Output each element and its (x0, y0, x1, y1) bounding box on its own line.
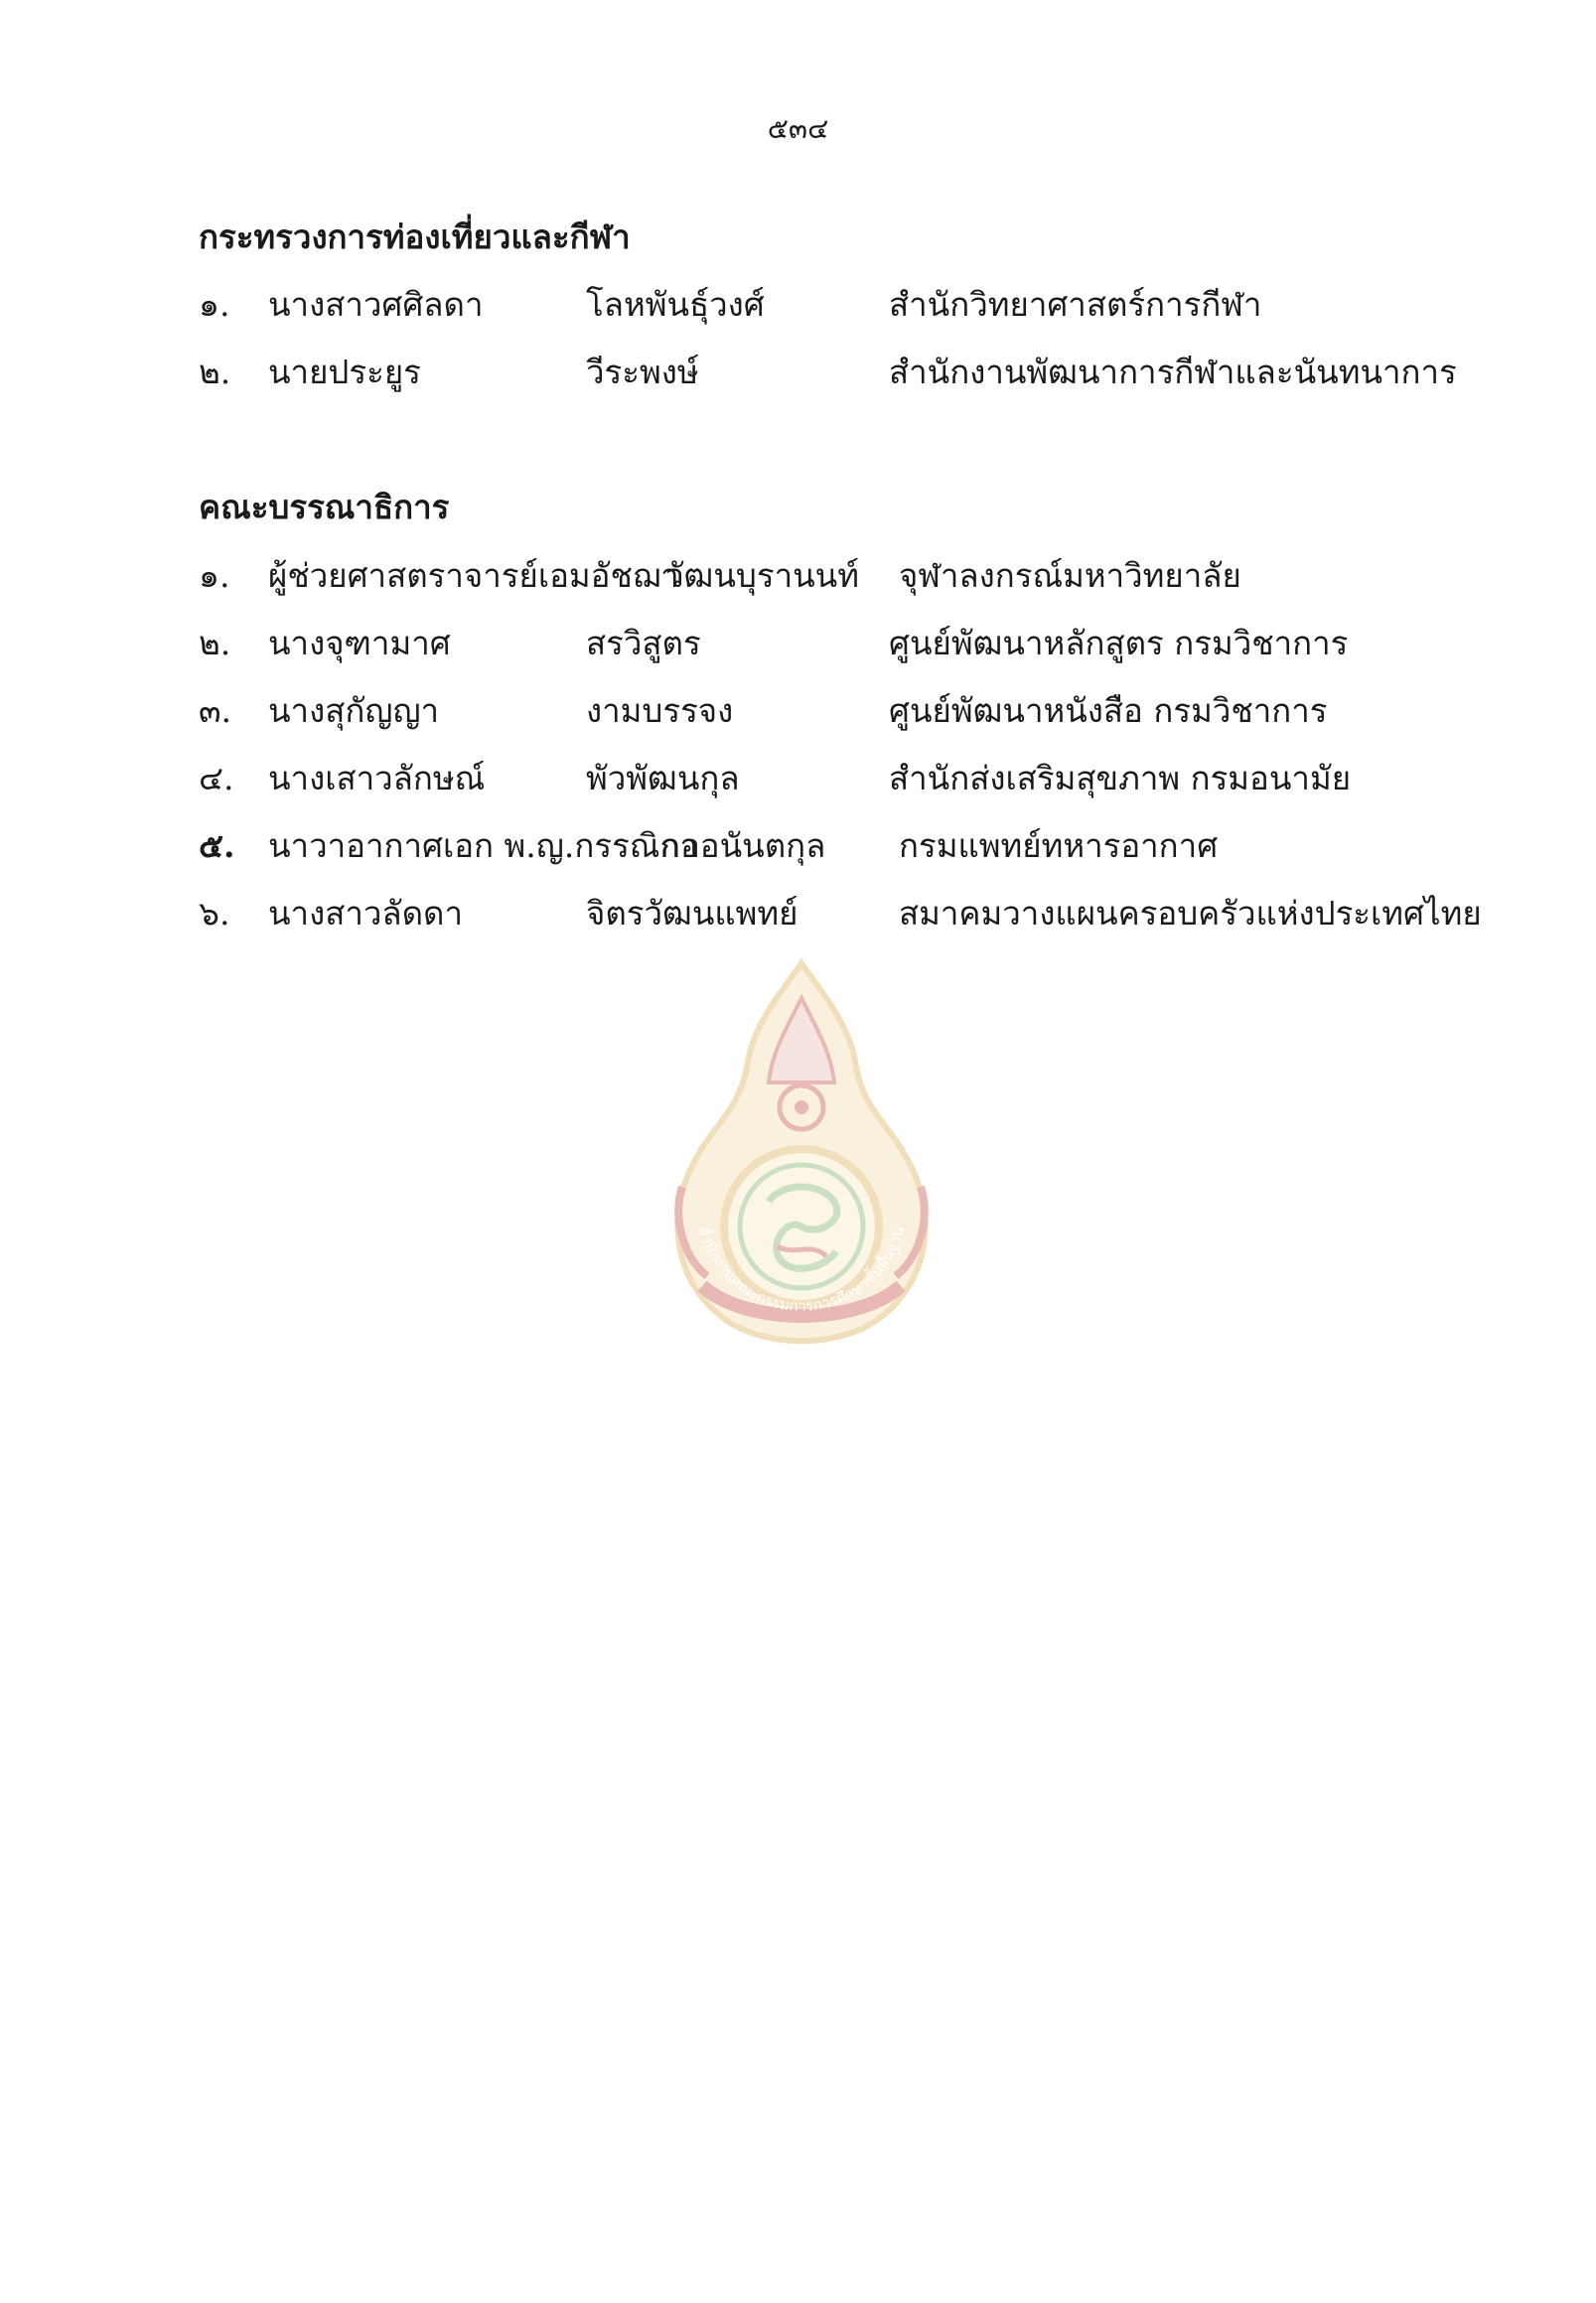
member-organization: จุฬาลงกรณ์มหาวิทยาลัย (899, 556, 1241, 595)
section-title-editorial-board: คณะบรรณาธิการ (199, 488, 450, 526)
member-organization: สำนักวิทยาศาสตร์การกีฬา (889, 285, 1262, 324)
member-first-name: นางสุกัญญา (268, 691, 440, 730)
member-first-name: นางสาวศศิลดา (268, 285, 484, 324)
item-number: ๔. (199, 759, 234, 797)
section-title-tourism-sports: กระทรวงการท่องเที่ยวและกีฬา (199, 217, 631, 256)
member-first-name: นาวาอากาศเอก พ.ญ.กรรณิกา (268, 826, 698, 865)
member-organization: สมาคมวางแผนครอบครัวแห่งประเทศไทย (899, 894, 1482, 933)
member-last-name: จิตรวัฒนแพทย์ (586, 894, 798, 933)
member-first-name: ผู้ช่วยศาสตราจารย์เอมอัชฌา (268, 556, 679, 595)
item-number: ๒. (199, 624, 231, 662)
member-last-name: วีระพงษ์ (586, 353, 699, 391)
page-number: ๕๓๔ (767, 112, 829, 145)
member-organization: กรมแพทย์ทหารอากาศ (899, 826, 1219, 865)
item-number: ๑. (199, 556, 230, 595)
item-number: ๓. (199, 691, 232, 730)
member-organization: ศูนย์พัฒนาหลักสูตร กรมวิชาการ (889, 624, 1349, 662)
member-organization: สำนักส่งเสริมสุขภาพ กรมอนามัย (889, 759, 1352, 797)
item-number: ๑. (199, 285, 230, 324)
item-number: ๒. (199, 353, 231, 391)
member-last-name: โลหพันธุ์วงศ์ (586, 285, 765, 324)
member-first-name: นายประยูร (268, 353, 421, 391)
member-last-name: วัฒนบุรานนท์ (665, 556, 859, 595)
item-number: ๕. (199, 826, 235, 865)
member-first-name: นางสาวลัดดา (268, 894, 464, 933)
member-last-name: พัวพัฒนกุล (586, 759, 740, 797)
member-first-name: นางเสาวลักษณ์ (268, 759, 486, 797)
member-organization: สำนักงานพัฒนาการกีฬาและนันทนาการ (889, 353, 1457, 391)
member-last-name: งามบรรจง (586, 691, 734, 730)
item-number: ๖. (199, 894, 230, 933)
member-first-name: นางจุฑามาศ (268, 624, 451, 662)
member-last-name: สรวิสูตร (586, 624, 701, 662)
member-organization: ศูนย์พัฒนาหนังสือ กรมวิชาการ (889, 691, 1328, 730)
member-last-name: กออนันตกุล (660, 826, 826, 865)
svg-text:สำนักงานคณะกรรมการการศึกษาขั้น: สำนักงานคณะกรรมการการศึกษาขั้นพื้นฐาน (695, 1223, 908, 1316)
ministry-seal-watermark-icon (657, 958, 945, 1351)
